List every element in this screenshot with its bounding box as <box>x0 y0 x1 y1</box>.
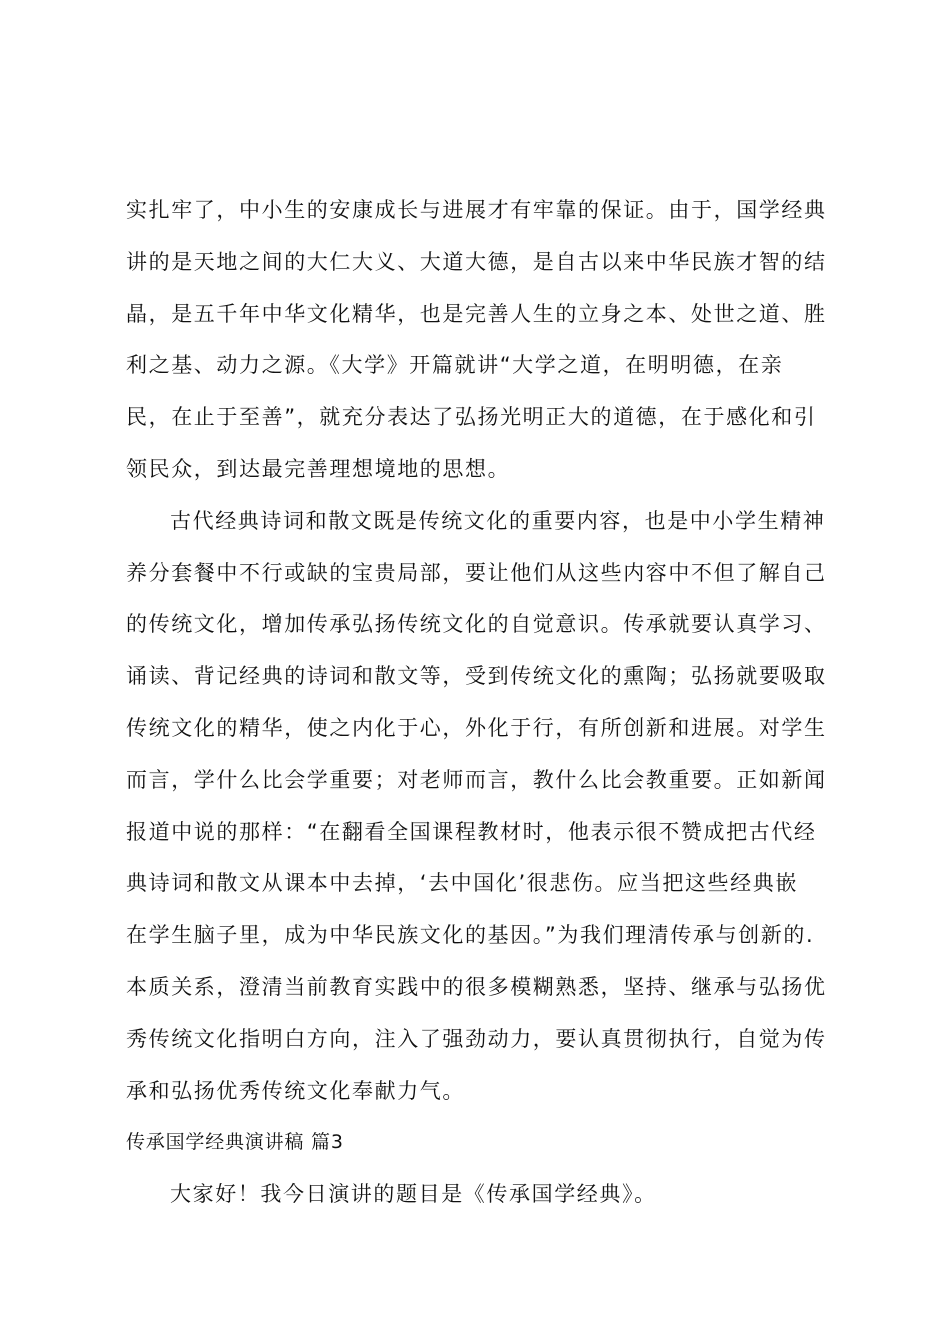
text-line: 传统文化的精华，使之内化于心，外化于行，有所创新和进展。对学生 <box>126 715 827 740</box>
text-line: 的传统文化，增加传承弘扬传统文化的自觉意识。传承就要认真学习、 <box>126 612 827 637</box>
text-line: 讲的是天地之间的大仁大义、大道大德，是自古以来中华民族才智的结 <box>126 249 827 274</box>
text-line: 承和弘扬优秀传统文化奉献力气。 <box>126 1078 465 1103</box>
text-line: 在学生脑子里，成为中华民族文化的基因。”为我们理清传承与创新的. <box>126 923 815 948</box>
text-line: 而言，学什么比会学重要；对老师而言，教什么比会教重要。正如新闻 <box>126 767 827 792</box>
text-line: 典诗词和散文从课本中去掉，‘去中国化’很悲伤。应当把这些经典嵌 <box>126 871 798 896</box>
text-line: 大家好！我今日演讲的题目是《传承国学经典》。 <box>170 1182 657 1207</box>
text-line: 秀传统文化指明白方向，注入了强劲动力，要认真贯彻执行，自觉为传 <box>126 1026 827 1051</box>
text-line: 领民众，到达最完善理想境地的思想。 <box>126 456 511 481</box>
text-line: 诵读、背记经典的诗词和散文等，受到传统文化的熏陶；弘扬就要吸取 <box>126 664 827 689</box>
text-line: 报道中说的那样：“在翻看全国课程教材时，他表示很不赞成把古代经 <box>126 819 817 844</box>
section-heading: 传承国学经典演讲稿 篇3 <box>126 1131 344 1154</box>
text-line: 民，在止于至善”，就充分表达了弘扬光明正大的道德，在于感化和引 <box>126 405 817 430</box>
text-line: 利之基、动力之源。《大学》开篇就讲“大学之道，在明明德，在亲 <box>126 353 784 378</box>
document-body <box>126 185 836 1221</box>
text-line: 养分套餐中不行或缺的宝贵局部，要让他们从这些内容中不但了解自己 <box>126 560 827 585</box>
text-line: 实扎牢了，中小生的安康成长与进展才有牢靠的保证。由于，国学经典 <box>126 198 827 222</box>
text-line: 古代经典诗词和散文既是传统文化的重要内容，也是中小学生精神 <box>170 508 826 533</box>
text-line: 本质关系，澄清当前教育实践中的很多模糊熟悉，坚持、继承与弘扬优 <box>126 974 827 999</box>
text-line: 晶，是五千年中华文化精华，也是完善人生的立身之本、处世之道、胜 <box>126 301 827 326</box>
